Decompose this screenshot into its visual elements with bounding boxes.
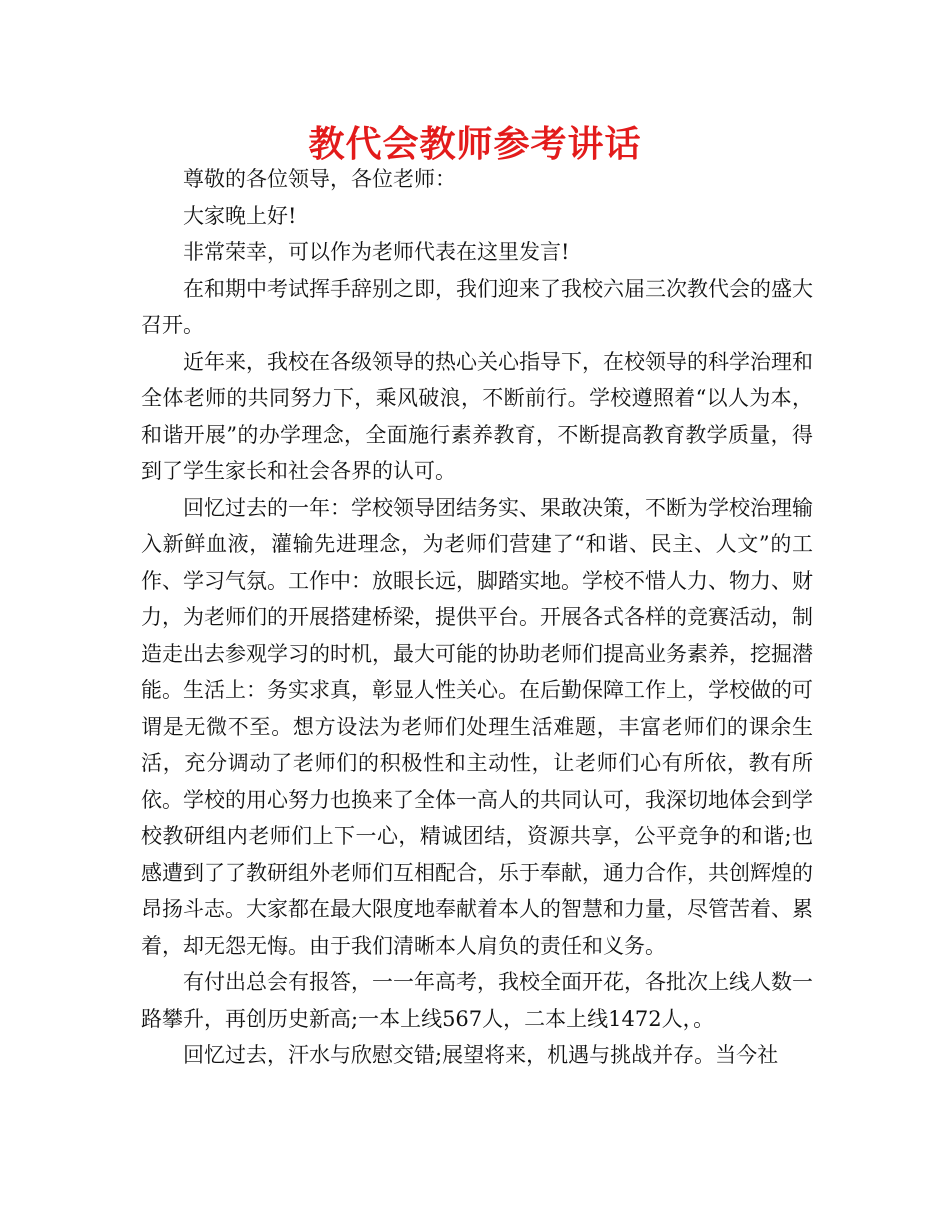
honor-paragraph: 非常荣幸，可以作为老师代表在这里发言! xyxy=(183,240,570,264)
body-paragraph: 回忆过去，汗水与欣慰交错;展望将来，机遇与挑战并存。当今社 xyxy=(183,1043,779,1067)
body-paragraph: 有付出总会有报答，一一年高考，我校全面开花，各批次上线人数一路攀升，再创历史新高;一本上线567人，二本上线1472人，。 xyxy=(141,970,813,1031)
body-paragraph: 回忆过去的一年：学校领导团结务实、果敢决策，不断为学校治理输入新鲜血液，灌输先进理念，为老师们营建了“和谐、民主、人文”的工作、学习气氛。工作中：放眼长远，脚踏实地。学校不惜人力、物力、财力，为老师们的开展搭建桥梁，提供平台。开展各式各样的竞赛活动，制造走出去参观学习的时机，最大可能的协助老师们提高业务素养，挖掘潜能。生活上：务实求真，彰显人性关心。在后勤保障工作上，学校做的可谓是无微不至。想方设法为老师们处理生活难题，丰富老师们的课余生活，充分调动了老师们的积极性和主动性，让老师们心有所依，教有所依。学校的用心努力也换来了全体一高人的共同认可，我深切地体会到学校教研组内老师们上下一心，精诚团结，资源共享，公平竞争的和谐;也感遭到了了教研组外老师们互相配合，乐于奉献，通力合作，共创辉煌的昂扬斗志。大家都在最大限度地奉献着本人的智慧和力量，尽管苦着、累着，却无怨无悔。由于我们清晰本人肩负的责任和义务。 xyxy=(141,495,813,958)
greeting-paragraph: 大家晚上好! xyxy=(183,203,297,228)
document-title: 教代会教师参考讲话 xyxy=(308,124,642,165)
body-paragraph: 在和期中考试挥手辞别之即，我们迎来了我校六届三次教代会的盛大召开。 xyxy=(141,276,813,337)
document-body xyxy=(141,161,813,1074)
body-paragraph: 近年来，我校在各级领导的热心关心指导下，在校领导的科学治理和全体老师的共同努力下，乘风破浪，不断前行。学校遵照着“以人为本，和谐开展”的办学理念，全面施行素养教育，不断提高教育教学质量，得到了学生家长和社会各界的认可。 xyxy=(141,349,813,483)
salutation-paragraph: 尊敬的各位领导，各位老师： xyxy=(183,167,456,191)
